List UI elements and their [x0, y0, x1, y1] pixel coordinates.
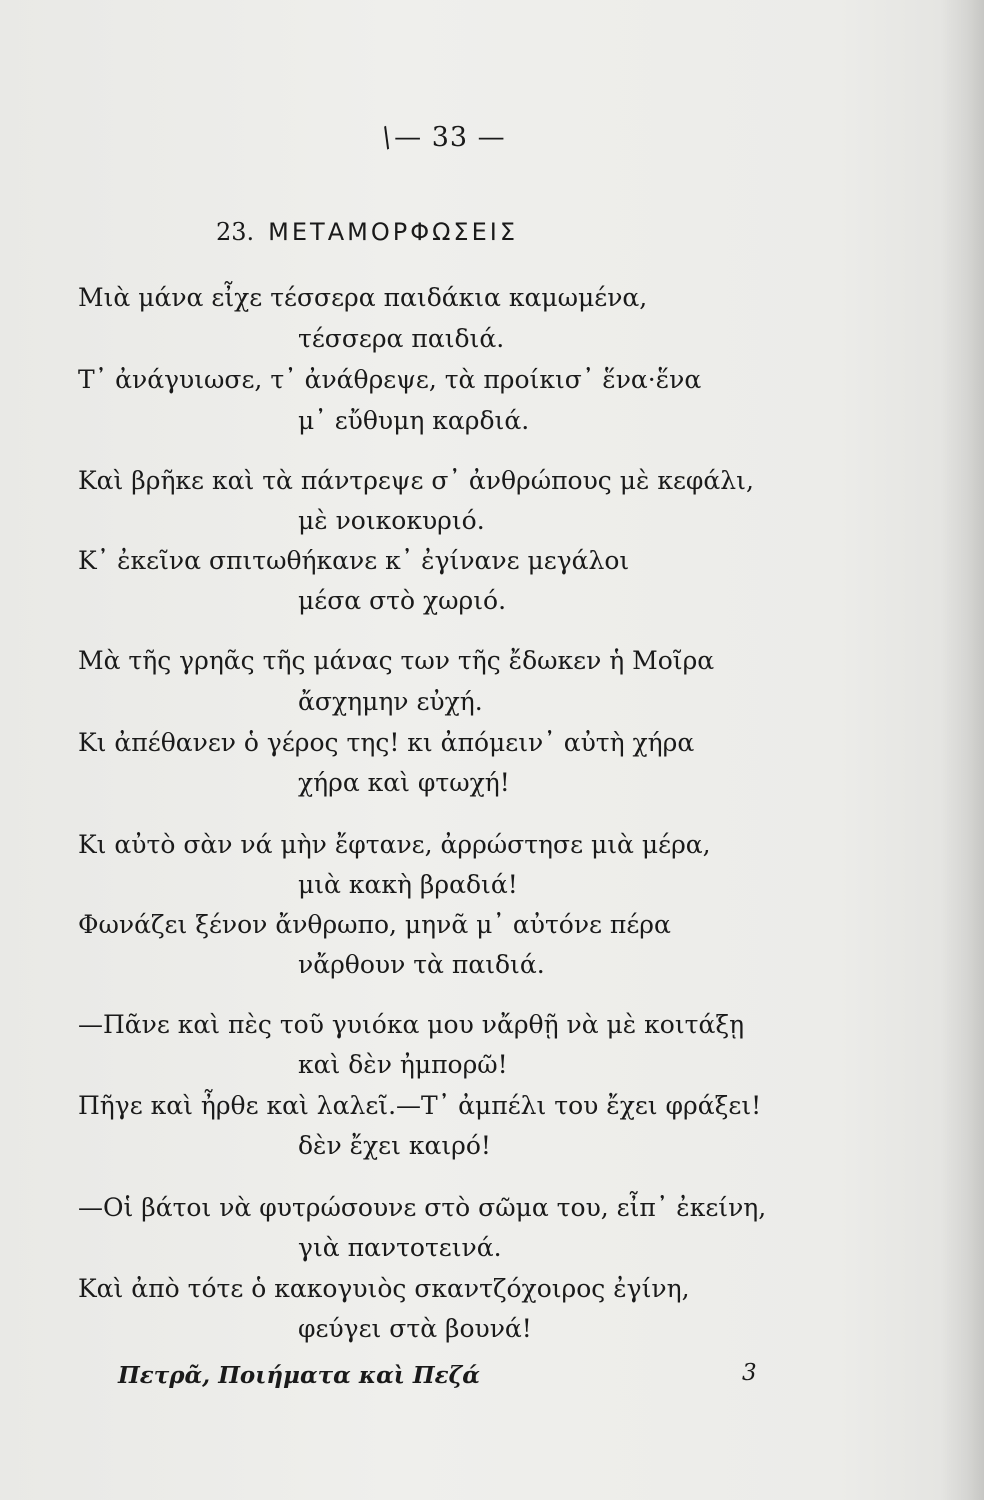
verse-line: Φωνάζει ξένον ἄνθρωπο, μηνᾶ μ᾽ αὐτόνε πέρα: [78, 910, 671, 939]
verse-line-indented: χήρα καὶ φτωχή!: [298, 768, 510, 797]
verse-line: Μὰ τῆς γρηᾶς τῆς μάνας των τῆς ἔδωκεν ἡ Μοῖρα: [78, 646, 715, 675]
verse-line: Καὶ βρῆκε καὶ τὰ πάντρεψε σ᾽ ἀνθρώπους μὲ κεφάλι,: [78, 466, 754, 495]
poem-number: 23.: [216, 218, 255, 246]
page-edge-shadow: [940, 0, 984, 1500]
verse-line-indented: μέσα στὸ χωριό.: [298, 586, 507, 615]
verse-line-indented: μιὰ κακὴ βραδιά!: [298, 870, 518, 899]
verse-line: Μιὰ μάνα εἶχε τέσσερα παιδάκια καμωμένα,: [78, 283, 648, 312]
poem-title: [216, 218, 518, 246]
footer-signature-mark: 3: [742, 1360, 757, 1386]
verse-line-indented: γιὰ παντοτεινά.: [298, 1233, 502, 1262]
verse-line: Κ᾽ ἐκεῖνα σπιτωθήκανε κ᾽ ἐγίνανε μεγάλοι: [78, 546, 630, 575]
verse-line-indented: ἄσχημην εὐχή.: [298, 687, 483, 716]
verse-line: Κι ἀπέθανεν ὁ γέρος της! κι ἀπόμειν᾽ αὐτὴ χήρα: [78, 728, 695, 757]
poem-title-text: ΜΕΤΑΜΟΡΦΩΣΕΙΣ: [268, 218, 518, 246]
verse-line: —Πᾶνε καὶ πὲς τοῦ γυιόκα μου νἄρθῇ νὰ μὲ κοιτάξῃ: [78, 1010, 745, 1039]
verse-line: —Οἱ βάτοι νὰ φυτρώσουνε στὸ σῶμα του, εἶπ᾽ ἐκείνη,: [78, 1193, 767, 1222]
verse-line-indented: μ᾽ εὔθυμη καρδιά.: [298, 406, 530, 435]
verse-line-indented: φεύγει στὰ βουνά!: [298, 1314, 532, 1343]
verse-line: Πῆγε καὶ ἦρθε καὶ λαλεῖ.—Τ᾽ ἀμπέλι του ἔχει φράξει!: [78, 1091, 762, 1120]
page-number-dash-right: —: [477, 122, 506, 153]
verse-line-indented: μὲ νοικοκυριό.: [298, 506, 485, 535]
page-number-value: 33: [431, 122, 469, 153]
verse-line-indented: νἄρθουν τὰ παιδιά.: [298, 950, 545, 979]
verse-line: Κι αὐτὸ σὰν νά μὴν ἔφτανε, ἀρρώστησε μιὰ μέρα,: [78, 830, 711, 859]
verse-line-indented: δὲν ἔχει καιρό!: [298, 1131, 491, 1160]
verse-line-indented: καὶ δὲν ἠμπορῶ!: [298, 1050, 508, 1079]
verse-line-indented: τέσσερα παιδιά.: [298, 324, 505, 353]
page-number-dash-left: —: [394, 122, 423, 153]
verse-line: Τ᾽ ἀνάγυιωσε, τ᾽ ἀνάθρεψε, τὰ προίκισ᾽ ἕνα·ἕνα: [78, 365, 702, 394]
verse-line: Καὶ ἀπὸ τότε ὁ κακογυιὸς σκαντζόχοιρος ἐγίνη,: [78, 1274, 690, 1303]
pen-mark: /: [375, 121, 399, 154]
page-number: [375, 121, 506, 154]
footer-book-title: Πετρᾶ, Ποιήματα καὶ Πεζά: [118, 1362, 480, 1389]
